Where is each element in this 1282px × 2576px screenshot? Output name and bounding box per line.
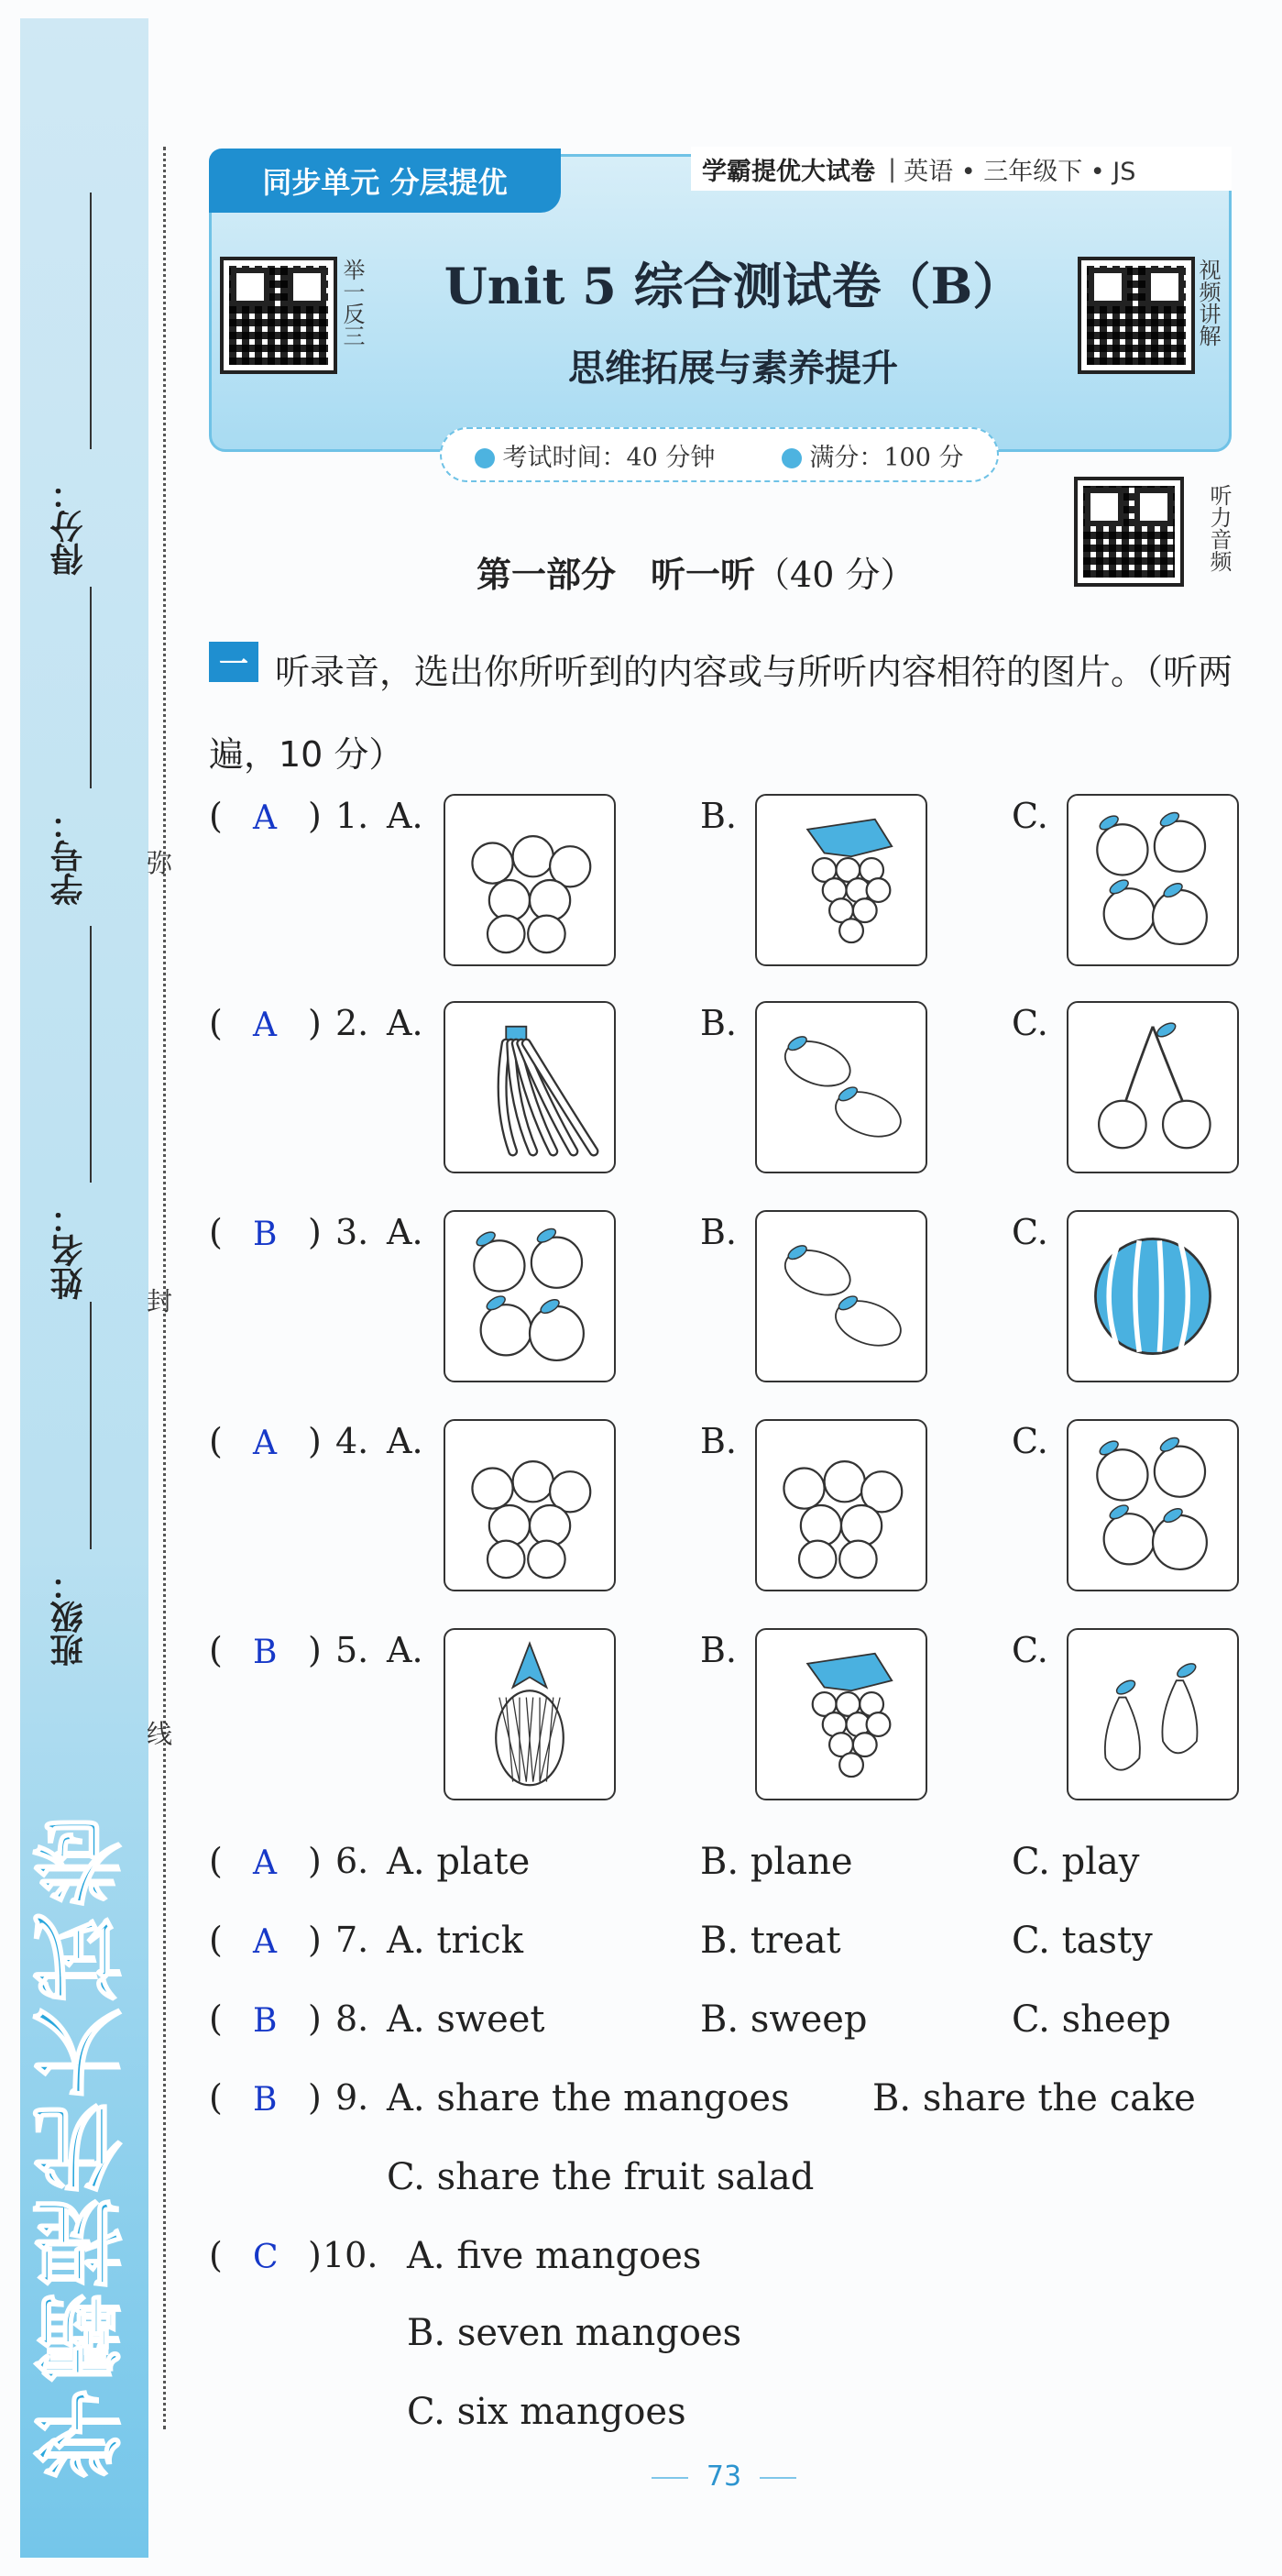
series-subject-grade: 英语 • 三年级下 • JS (904, 157, 1136, 186)
option-a[interactable]: A. share the mangoes (387, 2077, 790, 2119)
answer-paren-open: ( (209, 1841, 223, 1881)
answer-mark[interactable]: B (253, 1216, 278, 1253)
student-id-field-label: 学号： (50, 807, 88, 906)
qr-listen-label: 听力音频 (1206, 484, 1232, 572)
class-field-label: 班级： (50, 1568, 88, 1667)
answer-paren-open: ( (209, 1630, 223, 1670)
option-letter: B. (700, 1630, 738, 1670)
watermelon-icon[interactable] (1067, 1210, 1239, 1382)
question-number: 3. (335, 1212, 369, 1252)
oranges-icon[interactable] (444, 1419, 616, 1591)
answer-paren-open: ( (209, 1998, 223, 2039)
answer-paren-close: ) (308, 1998, 322, 2039)
option-letter: B. (700, 1421, 738, 1461)
question-number: 7. (335, 1920, 369, 1960)
answer-paren-close: ) (308, 1421, 322, 1461)
option-letter: A. (387, 1421, 423, 1461)
option-letter: C. (1012, 1212, 1048, 1252)
option-letter: A. (387, 1630, 423, 1670)
option-letter: B. (700, 796, 738, 836)
mangoes-icon[interactable] (755, 1210, 927, 1382)
option-b[interactable]: B. seven mangoes (407, 2312, 742, 2354)
qr-code-practice-icon[interactable] (224, 260, 334, 370)
answer-mark[interactable]: C (253, 2239, 279, 2276)
side-brand-title: 学霸提优大试卷 (32, 1811, 137, 2479)
option-letter: C. (1012, 1421, 1048, 1461)
peaches-icon[interactable] (1067, 1419, 1239, 1591)
name-field-label: 姓名： (50, 1201, 88, 1300)
answer-mark[interactable]: B (253, 2081, 278, 2119)
peaches-icon[interactable] (444, 1210, 616, 1382)
question-number: 2. (335, 1003, 369, 1043)
option-c[interactable]: C. play (1012, 1841, 1140, 1883)
option-a[interactable]: A. plate (387, 1841, 531, 1883)
mangoes-icon[interactable] (755, 1001, 927, 1173)
answer-mark[interactable]: A (253, 1007, 277, 1044)
option-a[interactable]: A. sweet (387, 1998, 545, 2041)
oranges-icon[interactable] (755, 1419, 927, 1591)
option-letter: A. (387, 796, 423, 836)
option-b[interactable]: B. sweep (700, 1998, 868, 2041)
cherries-icon[interactable] (1067, 1001, 1239, 1173)
option-letter: A. (387, 1212, 423, 1252)
answer-mark[interactable]: B (253, 2002, 278, 2040)
option-b[interactable]: B. share the cake (872, 2077, 1196, 2119)
seal-char-feng: 封 (147, 1286, 173, 1316)
option-a[interactable]: A. trick (387, 1920, 523, 1962)
exam-time: 考试时间：40 分钟 (475, 437, 715, 473)
grapes-icon[interactable] (755, 1628, 927, 1800)
answer-mark[interactable]: A (253, 799, 277, 837)
clock-icon (475, 448, 495, 468)
part-one-points: （40 分） (755, 555, 915, 595)
option-c[interactable]: C. sheep (1012, 1998, 1171, 2041)
answer-mark[interactable]: B (253, 1634, 278, 1671)
answer-paren-close: ) (308, 2235, 322, 2275)
answer-paren-close: ) (308, 2077, 322, 2118)
question-number: 4. (335, 1421, 369, 1461)
page-title: Unit 5 综合测试卷（B） (444, 257, 1023, 315)
answer-mark[interactable]: A (253, 1923, 277, 1961)
bananas-icon[interactable] (444, 1001, 616, 1173)
option-letter: C. (1012, 1630, 1048, 1670)
answer-paren-open: ( (209, 1212, 223, 1252)
answer-paren-close: ) (308, 796, 322, 836)
answer-paren-close: ) (308, 1920, 322, 1960)
part-one-title: 第一部分 听一听（40 分） (477, 555, 915, 595)
seal-char-xian: 线 (147, 1719, 173, 1749)
oranges-icon[interactable] (444, 794, 616, 966)
student-id-field-line[interactable] (90, 587, 92, 788)
qr-right-label: 视频讲解 (1195, 259, 1221, 347)
option-letter: B. (700, 1212, 738, 1252)
answer-paren-close: ) (308, 1630, 322, 1670)
answer-paren-close: ) (308, 1003, 322, 1043)
option-b[interactable]: B. plane (700, 1841, 853, 1883)
page-subtitle: 思维拓展与素养提升 (568, 347, 898, 390)
seal-char-mi: 弥 (147, 848, 173, 878)
name-field-line[interactable] (90, 926, 92, 1183)
question-number: 1. (335, 796, 369, 836)
option-a[interactable]: A. five mangoes (407, 2235, 702, 2277)
series-info: 学霸提优大试卷 | 英语 • 三年级下 • JS (691, 147, 1232, 191)
question-number: 8. (335, 1998, 369, 2039)
question-number: 9. (335, 2077, 369, 2118)
score-field-line[interactable] (90, 193, 92, 449)
question-number: 6. (335, 1841, 369, 1881)
option-c[interactable]: C. share the fruit salad (387, 2156, 815, 2198)
qr-left-label: 举一反三 (339, 259, 365, 347)
answer-paren-close: ) (308, 1212, 322, 1252)
option-c[interactable]: C. tasty (1012, 1920, 1153, 1962)
answer-paren-open: ( (209, 1003, 223, 1043)
question-number: 10. (323, 2235, 378, 2275)
answer-paren-open: ( (209, 796, 223, 836)
exam-info-box (440, 427, 999, 482)
answer-paren-open: ( (209, 2077, 223, 2118)
sync-unit-tag: 同步单元 分层提优 (209, 149, 561, 213)
qr-code-video-icon[interactable] (1081, 260, 1191, 370)
option-b[interactable]: B. treat (700, 1920, 841, 1962)
option-letter: A. (387, 1003, 423, 1043)
option-letter: C. (1012, 796, 1048, 836)
check-circle-icon (782, 448, 802, 468)
peaches-icon[interactable] (1067, 794, 1239, 966)
answer-paren-open: ( (209, 1920, 223, 1960)
option-letter: C. (1012, 1003, 1048, 1043)
grapes-icon[interactable] (755, 794, 927, 966)
class-field-line[interactable] (90, 1302, 92, 1549)
pears-icon[interactable] (1067, 1628, 1239, 1800)
answer-paren-close: ) (308, 1841, 322, 1881)
qr-code-audio-icon[interactable] (1078, 480, 1180, 583)
option-letter: B. (700, 1003, 738, 1043)
pineapple-icon[interactable] (444, 1628, 616, 1800)
answer-mark[interactable]: A (253, 1425, 277, 1462)
answer-paren-open: ( (209, 1421, 223, 1461)
section-one-instruction: 听录音，选出你所听到的内容或与所听内容相符的图片。（听两遍，10 分） (209, 652, 1233, 775)
section-one-badge: 一 (209, 642, 258, 682)
score-field-label: 得分： (50, 477, 88, 576)
answer-mark[interactable]: A (253, 1844, 277, 1882)
option-c[interactable]: C. six mangoes (407, 2391, 686, 2433)
full-score: 满分：100 分 (782, 437, 963, 473)
series-brand: 学霸提优大试卷 (702, 157, 875, 186)
question-number: 5. (335, 1630, 369, 1670)
page-number: 73 (605, 2460, 843, 2493)
answer-paren-open: ( (209, 2235, 223, 2275)
